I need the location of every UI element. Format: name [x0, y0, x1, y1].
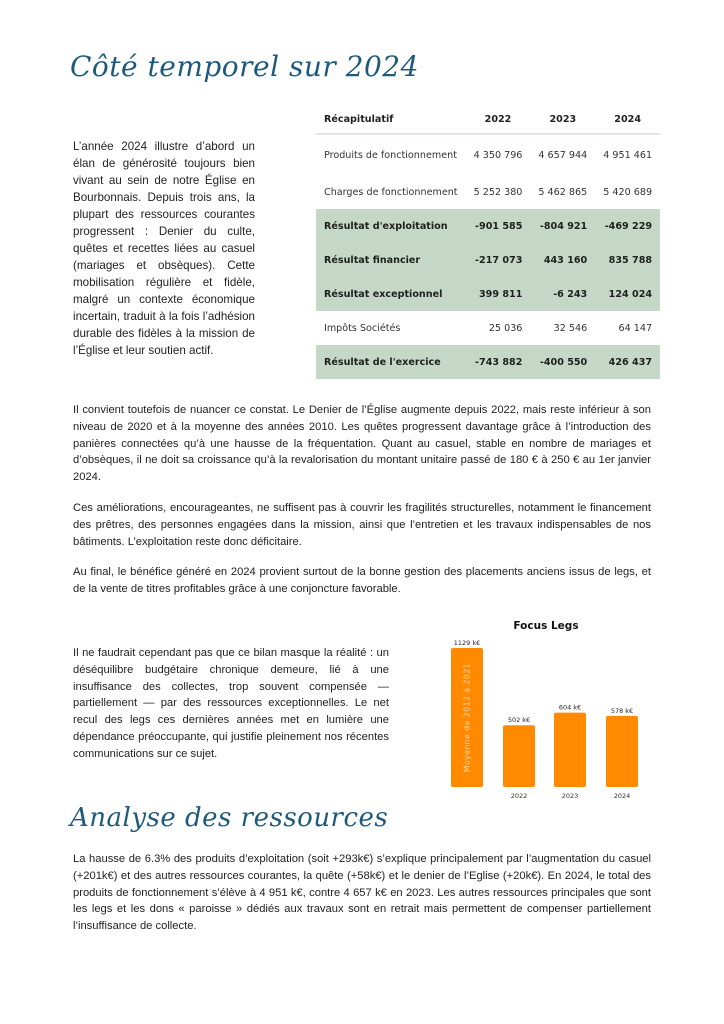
cell-value: 443 160 [530, 243, 595, 277]
cell-value: 426 437 [595, 345, 660, 379]
table-row [316, 311, 660, 345]
cell-value: -6 243 [530, 277, 595, 311]
chart-title: Focus Legs [513, 620, 579, 632]
table-header-2024: 2024 [595, 105, 660, 135]
cell-value: -804 921 [530, 209, 595, 243]
table-row-highlight [316, 345, 660, 379]
bars-layer [451, 639, 638, 800]
table-row-highlight [316, 209, 660, 243]
cell-value: -901 585 [466, 209, 531, 243]
bar-2024 [606, 716, 638, 787]
cell-value: 5 462 865 [538, 186, 588, 198]
row-label: Résultat de l'exercice [316, 345, 466, 379]
cell-value: -217 073 [466, 243, 531, 277]
data-label: 1129 k€ [453, 639, 481, 647]
cell-value: 64 147 [618, 322, 653, 334]
section-title-temporel: Côté temporel sur 2024 [70, 50, 419, 83]
in-bar-label: Moyenne de 2012 à 2021 [462, 662, 472, 773]
paragraph-benefice: Au final, le bénéfice généré en 2024 provient surtout de la bonne gestion des placements anciens issus de legs, et de la vente de titres profitables grâce à une conjoncture favorable. [73, 566, 651, 595]
cell-value: -469 229 [595, 209, 660, 243]
cell-value: 25 036 [488, 322, 523, 334]
row-label: Résultat exceptionnel [316, 277, 466, 311]
paragraph-fragilites: Ces améliorations, encourageantes, ne suffisent pas à couvrir les fragilités structurelles, notamment le financement des prêtres, des personnes engagées dans la mission, ainsi que l’entretien et les travaux indispensables de nos bâtiments. L’exploitation reste donc déficitaire. [73, 502, 651, 548]
x-tick-label: 2022 [510, 792, 528, 800]
table-row-highlight [316, 277, 660, 311]
row-label: Produits de fonctionnement [324, 149, 457, 161]
cell-value: -400 550 [530, 345, 595, 379]
data-label: 604 k€ [558, 703, 582, 712]
row-label: Impôts Sociétés [324, 322, 401, 334]
intro-paragraph: L’année 2024 illustre d’abord un élan de générosité toujours bien vivant au sein de notre Église en Bourbonnais. Depuis trois ans, la plupart des ressources courantes progressent : Denier du culte, quêtes et recettes liées au casuel (mariages et obsèques). Cette mobilisation régulière et fidèle, malgré un contexte économique incertain, traduit à la fois l’adhésion durable des fidèles à la mission de l’Église et leur soutien actif. [73, 140, 255, 357]
cell-value: 5 252 380 [473, 186, 523, 198]
table-header-row [316, 105, 660, 135]
table-row [316, 135, 660, 175]
table-header-2023: 2023 [530, 105, 595, 135]
row-label: Résultat financier [316, 243, 466, 277]
row-label: Résultat d'exploitation [316, 209, 466, 243]
cell-value: 32 546 [553, 322, 588, 334]
table-header-label: Récapitulatif [316, 105, 466, 135]
table-row-highlight [316, 243, 660, 277]
cell-value: 835 788 [595, 243, 660, 277]
row-label: Charges de fonctionnement [324, 186, 458, 198]
paragraph-analyse: La hausse de 6.3% des produits d’exploitation (soit +293k€) s’explique principalement par l’augmentation du casuel (+201k€) et des autres ressources courantes, la quête (+58k€) et le denier de l’Eglise (+20k€). En 2024, le total des produits de fonctionnement s’élève à 4 951 k€, contre 4 657 k€ en 2023. Les autres ressources principales que sont les legs et les dons « paroisse » dédiés aux travaux sont en retrait mais permettent de compenser partiellement l’insuffisance de collecte. [73, 853, 651, 933]
cell-value: 5 420 689 [603, 186, 653, 198]
summary-table [316, 105, 660, 379]
x-tick-label: 2023 [561, 792, 579, 800]
cell-value: 4 350 796 [473, 149, 523, 161]
focus-legs-chart [440, 612, 660, 802]
data-label: 502 k€ [507, 716, 531, 725]
table-header-2022: 2022 [466, 105, 531, 135]
paragraph-desequilibre: Il ne faudrait cependant pas que ce bilan masque la réalité : un déséquilibre budgétaire chronique demeure, lié à une insuffisance des collectes, trop souvent compensée — partiellement — par des ressources exceptionnelles. Le net recul des legs ces dernières années met en lumière une dépendance préoccupante, qui justifie pleinement nos récentes communications sur ce sujet. [73, 647, 389, 760]
cell-value: 4 657 944 [538, 149, 588, 161]
cell-value: 4 951 461 [603, 149, 653, 161]
cell-value: 124 024 [595, 277, 660, 311]
bar-2023 [554, 713, 586, 787]
section-title-ressources: Analyse des ressources [70, 803, 389, 833]
data-label: 578 k€ [610, 706, 634, 715]
chart-canvas [440, 612, 660, 802]
cell-value: -743 882 [466, 345, 531, 379]
cell-value: 399 811 [466, 277, 531, 311]
bar-2022 [503, 725, 535, 787]
x-tick-label: 2024 [613, 792, 631, 800]
table-row [316, 175, 660, 209]
paragraph-nuance: Il convient toutefois de nuancer ce constat. Le Denier de l’Église augmente depuis 2022, mais reste inférieur à son niveau de 2020 et à la moyenne des années 2010. Les quêtes progressent davantage grâce à l’introduction des panières connectées qu’à une hausse de la fréquentation. Quant au casuel, stable en nombre de mariages et d’obsèques, il ne doit sa croissance qu’à la revalorisation du montant unitaire passé de 180 € à 250 € au 1er janvier 2024. [73, 404, 651, 484]
